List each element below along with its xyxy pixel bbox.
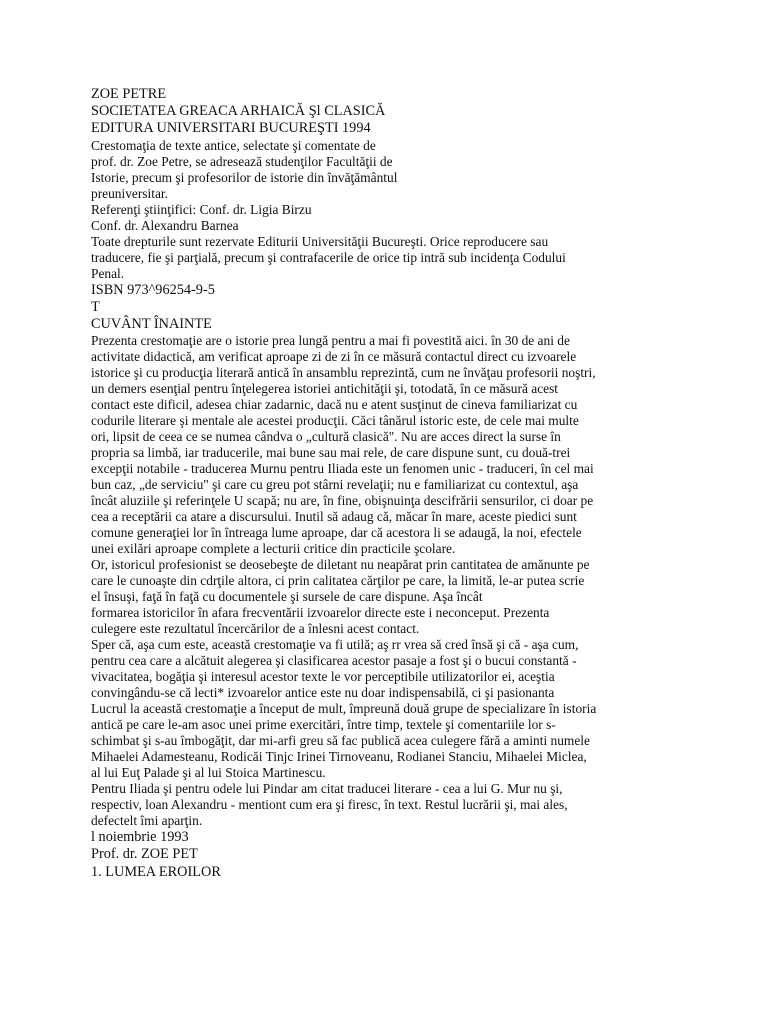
body-line: culegere este rezultatul încercărilor de a înlesni acest contact. [91, 621, 420, 637]
body-line: Mihaelei Adamesteanu, Rodicăi Tinjc Irinei Tirnoveanu, Rodianei Stanciu, Mihaelei Miclea, [91, 749, 587, 765]
intro-line: traducere, fie şi parţială, precum şi contrafacerile de orice tip intră sub incidenţa Codului [91, 249, 566, 265]
intro-line: prof. dr. Zoe Petre, se adresează studenţilor Facultăţii de [91, 153, 393, 169]
date-line: l noiembrie 1993 [91, 829, 189, 846]
body-line: vivacitatea, bogăţia şi interesul acestor texte le vor perceptibile utilizatorilor ei, aceştia [91, 669, 555, 685]
body-line: pentru cea care a alcătuit alegerea şi clasificarea acestor pasaje a fost şi o bucui constantă - [91, 653, 577, 669]
body-line: Pentru Iliada şi pentru odele lui Pindar am citat traducei literare - cea a lui G. Mur nu şi, [91, 781, 563, 797]
body-line: el însuşi, faţă în faţă cu documentele şi sursele de care dispune. Aşa încât [91, 589, 483, 605]
text-column [91, 86, 691, 881]
body-line: al lui Euţ Palade şi al lui Stoica Martinescu. [91, 765, 326, 781]
isbn-line: ISBN 973^96254-9-5 [91, 281, 215, 298]
intro-line: Toate drepturile sunt rezervate Editurii Universităţii Bucureşti. Orice reproducere sau [91, 233, 549, 249]
body-line: excepţii notabile - traducerea Murnu pentru Iliada este un fenomen unic - traduceri, în cel mai [91, 461, 594, 477]
intro-block [91, 138, 691, 282]
body-line: schimbat şi s-au îmbogăţit, dar mi-arfi greu să fac publică acea culegere fără a aminti numele [91, 733, 590, 749]
author-name: ZOE PETRE [91, 86, 167, 102]
body-line: ori, lipsit de ceea ce se numea cândva o „cultură clasică". Nu are acces direct la surse în [91, 429, 561, 445]
body-line: comune generaţiei lor în întreaga lume aproape, dar că acestora li se adaugă, la noi, efectele [91, 525, 582, 541]
body-line: unei exilări aproape complete a lecturii critice din practicile şcolare. [91, 541, 456, 557]
body-line: contact este dificil, adesea chiar zadarnic, dacă nu e atent susţinut de cineva familiarizat cu [91, 397, 578, 413]
publisher-line: EDITURA UNIVERSITARI BUCUREŞTI 1994 [91, 120, 371, 137]
body-line: care le cunoaşte din cdrţile altora, ci prin calitatea cărţilor pe care, la limită, le-ar putea scrie [91, 573, 585, 589]
body-line: propria sa limbă, iar traducerile, mai bune sau mai rele, de care dispune sunt, cu două-trei [91, 445, 571, 461]
body-line: codurile literare şi mentale ale acestei producţii. Căci tânărul istoric este, de cele mai multe [91, 413, 579, 429]
foreword-body [91, 333, 691, 829]
body-line: activitate didactică, am verificat aproape zi de zi în ce măsură contactul direct cu izvoarele [91, 349, 577, 365]
signature-line: Prof. dr. ZOE PET [91, 846, 198, 863]
book-title: SOCIETATEA GREACA ARHAICĂ Şl CLASICĂ [91, 103, 386, 120]
body-line: defectelt îmi aparţin. [91, 813, 203, 829]
intro-line: Crestomaţia de texte antice, selectate şi comentate de [91, 137, 376, 153]
t-line: T [91, 298, 100, 315]
body-line: antică pe care le-am asoc unei prime exercitări, între timp, textele şi comentariile lor s- [91, 717, 556, 733]
intro-line: Penal. [91, 265, 125, 281]
body-line: respectiv, loan Alexandru - mentiont cum era şi firesc, în text. Restul lucrării şi, mai ales, [91, 797, 568, 813]
intro-line: preuniversitar. [91, 185, 168, 201]
intro-line: Conf. dr. Alexandru Barnea [91, 217, 239, 233]
body-line: istorice şi cu producţia literară antică în ansamblu reprezintă, cum ne învăţau profesorii noştri, [91, 365, 596, 381]
chapter-heading: 1. LUMEA EROILOR [91, 863, 221, 880]
body-line: bun caz, „de serviciu" şi care cu greu pot stârni revelaţii; nu e familiarizat cu contextul, aşa [91, 477, 579, 493]
body-line: încât aluziile şi referinţele U scapă; nu are, în fine, obişnuinţa descifrării sensurilor, ci doar pe [91, 493, 594, 509]
foreword-title: CUVÂNT ÎNAINTE [91, 316, 212, 333]
body-line: Or, istoricul profesionist se deosebeşte de diletant nu neapărat prin cantitatea de amănunte pe [91, 557, 590, 573]
body-line: cea a receptării ca atare a discursului. Inutil să adaug că, măcar în mare, aceste piedici sunt [91, 509, 577, 525]
body-line: Lucrul la această crestomaţie a început de mult, împreună două grupe de specializare în istoria [91, 701, 597, 717]
intro-line: Istorie, precum şi profesorilor de istorie din învăţământul [91, 169, 398, 185]
body-line: Sper că, aşa cum este, această crestomaţie va fi utilă; aş rr vrea să cred însă şi că - aşa cum, [91, 637, 579, 653]
body-line: un demers esenţial pentru înţelegerea istoriei antichităţii şi, totodată, în ce măsură acest [91, 381, 559, 397]
body-line: formarea istoricilor în afara frecventării izvoarelor directe este i neconceput. Prezenta [91, 605, 550, 621]
header-block [91, 86, 691, 138]
body-line: Prezenta crestomaţie are o istorie prea lungă pentru a mai fi povestită aici. în 30 de ani de [91, 333, 570, 349]
intro-line: Referenţi ştiinţifici: Conf. dr. Ligia Birzu [91, 201, 312, 217]
body-line: convingându-se că lecti* izvoarelor antice este nu doar indispensabilă, ci şi pasionanta [91, 685, 555, 701]
